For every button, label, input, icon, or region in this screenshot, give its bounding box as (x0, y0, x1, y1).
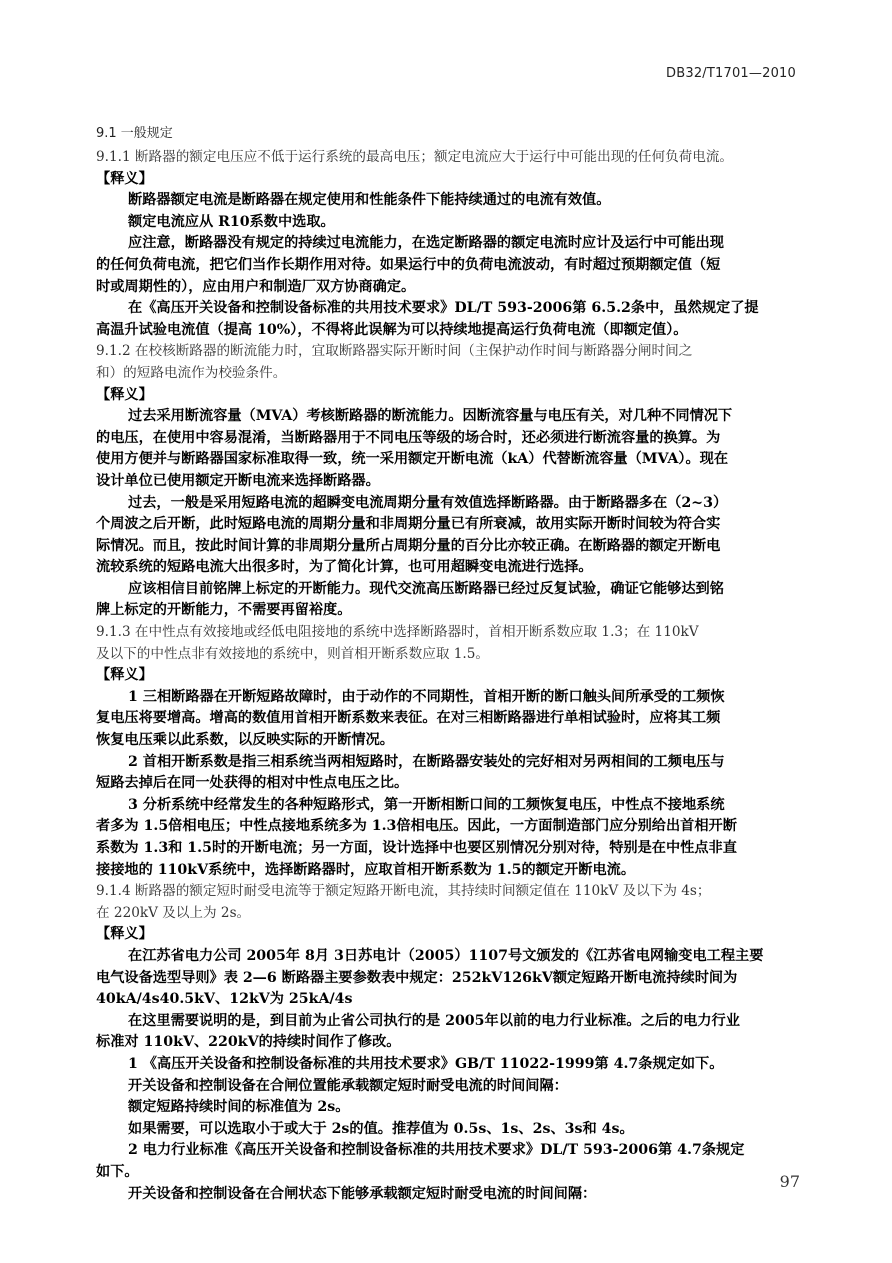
explanation-line: 额定电流应从 R10系数中选取。 (128, 213, 335, 230)
explanation-line: 接接地的 110kV系统中，选择断路器时，应取首相开断系数为 1.5的额定开断电流。 (96, 861, 636, 878)
clause-line: 9.1.1 断路器的额定电压应不低于运行系统的最高电压；额定电流应大于运行中可能出现的任何负荷电流。 (96, 149, 734, 165)
explanation-line: 在江苏省电力公司 2005年 8月 3日苏电计（2005）1107号文颁发的《江苏省电网输变电工程主要 (128, 947, 764, 964)
explanation-line: 应注意，断路器没有规定的持续过电流能力，在选定断路器的额定电流时应计及运行中可能出现 (128, 235, 724, 252)
explanation-line: 标准对 110kV、220kV的持续时间作了修改。 (96, 1034, 401, 1051)
explanation-line: 如下。 (96, 1163, 139, 1180)
text-lines (96, 147, 800, 1205)
page-body (96, 120, 800, 1205)
explanation-line: 流较系统的短路电流大出很多时，为了简化计算，也可用超瞬变电流进行选择。 (96, 559, 593, 576)
explanation-line: 过去采用断流容量（MVA）考核断路器的断流能力。因断流容量与电压有关，对几种不同情况下 (128, 408, 733, 425)
explanation-line: 使用方便并与断路器国家标准取得一致，统一采用额定开断电流（kA）代替断流容量（MVA）。现在 (96, 451, 729, 468)
explanation-line: 2 首相开断系数是指三相系统当两相短路时，在断路器安装处的完好相对另两相间的工频电压与 (128, 753, 725, 770)
explanation-line: 3 分析系统中经常发生的各种短路形式，第一开断相断口间的工频恢复电压，中性点不接地系统 (128, 796, 725, 813)
explanation-line: 应该相信目前铭牌上标定的开断能力。现代交流高压断路器已经过反复试验，确证它能够达到铭 (128, 580, 724, 597)
explanation-line: 开关设备和控制设备在合闸状态下能够承载额定短时耐受电流的时间间隔： (128, 1185, 597, 1202)
explanation-line: 恢复电压乘以此系数，以反映实际的开断情况。 (96, 732, 394, 749)
explanation-line: 系数为 1.3和 1.5时的开断电流；另一方面，设计选择中也要区别情况分别对待，特别是在中性点非直 (96, 840, 737, 856)
explanation-line: 断路器额定电流是断路器在规定使用和性能条件下能持续通过的电流有效值。 (128, 192, 611, 209)
document-code: DB32/T1701—2010 (666, 66, 796, 81)
section-heading: 9.1 一般规定 (96, 126, 173, 141)
explanation-line: 者多为 1.5倍相电压；中性点接地系统多为 1.3倍相电压。因此，一方面制造部门应分别给出首相开断 (96, 818, 737, 835)
explanation-line: 【释义】 (96, 667, 153, 684)
explanation-line: 高温升试验电流值（提高 10%），不得将此误解为可以持续地提高运行负荷电流（即额定值）。 (96, 321, 688, 338)
explanation-line: 40kA/4s40.5kV、12kV为 25kA/4s (96, 991, 353, 1008)
explanation-line: 的任何负荷电流，把它们当作长期作用对待。如果运行中的负荷电流波动，有时超过预期额定值（短 (96, 256, 721, 273)
explanation-line: 电气设备选型导则》表 2—6 断路器主要参数表中规定：252kV126kV额定短路开断电流持续时间为 (96, 969, 738, 986)
clause-line: 及以下的中性点非有效接地的系统中，则首相开断系数应取 1.5。 (96, 645, 489, 662)
explanation-line: 际情况。而且，按此时间计算的非周期分量所占周期分量的百分比亦较正确。在断路器的额定开断电 (96, 537, 721, 554)
explanation-line: 2 电力行业标准《高压开关设备和控制设备标准的共用技术要求》DL/T 593-2006第 4.7条规定 (128, 1142, 745, 1159)
explanation-line: 【释义】 (96, 926, 153, 943)
clause-line: 和）的短路电流作为校验条件。 (96, 364, 287, 381)
clause-line: 9.1.4 断路器的额定短时耐受电流等于额定短路开断电流，其持续时间额定值在 110kV 及以下为 4s； (96, 883, 711, 900)
explanation-line: 1 《高压开关设备和控制设备标准的共用技术要求》GB/T 11022-1999第 4.7条规定如下。 (128, 1055, 724, 1072)
explanation-line: 个周波之后开断，此时短路电流的周期分量和非周期分量已有所衰减，故用实际开断时间较为符合实 (96, 516, 721, 533)
page-number: 97 (779, 1172, 800, 1191)
explanation-line: 如果需要，可以选取小于或大于 2s的值。推荐值为 0.5s、1s、2s、3s和 4s。 (128, 1120, 634, 1137)
clause-line: 9.1.3 在中性点有效接地或经低电阻接地的系统中选择断路器时，首相开断系数应取 1.3；在 110kV (96, 624, 699, 641)
explanation-line: 额定短路持续时间的标准值为 2s。 (128, 1099, 350, 1116)
explanation-line: 在《高压开关设备和控制设备标准的共用技术要求》DL/T 593-2006第 6.5.2条中，虽然规定了提 (128, 300, 759, 317)
explanation-line: 在这里需要说明的是，到目前为止省公司执行的是 2005年以前的电力行业标准。之后的电力行业 (128, 1012, 740, 1029)
explanation-line: 牌上标定的开断能力，不需要再留裕度。 (96, 602, 352, 619)
explanation-line: 设计单位已使用额定开断电流来选择断路器。 (96, 472, 380, 489)
explanation-line: 【释义】 (96, 170, 153, 187)
explanation-line: 开关设备和控制设备在合闸位置能承载额定短时耐受电流的时间间隔： (128, 1077, 568, 1094)
explanation-line: 1 三相断路器在开断短路故障时，由于动作的不同期性，首相开断的断口触头间所承受的工频恢 (128, 688, 725, 705)
explanation-line: 【释义】 (96, 386, 153, 403)
explanation-line: 的电压，在使用中容易混淆，当断路器用于不同电压等级的场合时，还必须进行断流容量的换算。为 (96, 429, 721, 446)
clause-line: 9.1.2 在校核断路器的断流能力时，宜取断路器实际开断时间（主保护动作时间与断路器分闸时间之 (96, 343, 693, 360)
explanation-line: 复电压将要增高。增高的数值用首相开断系数来表征。在对三相断路器进行单相试验时，应将其工频 (96, 710, 721, 727)
clause-line: 在 220kV 及以上为 2s。 (96, 904, 251, 921)
explanation-line: 过去，一般是采用短路电流的超瞬变电流周期分量有效值选择断路器。由于断路器多在（2~3） (128, 494, 728, 511)
explanation-line: 时或周期性的），应由用户和制造厂双方协商确定。 (96, 278, 416, 295)
explanation-line: 短路去掉后在同一处获得的相对中性点电压之比。 (96, 775, 409, 792)
